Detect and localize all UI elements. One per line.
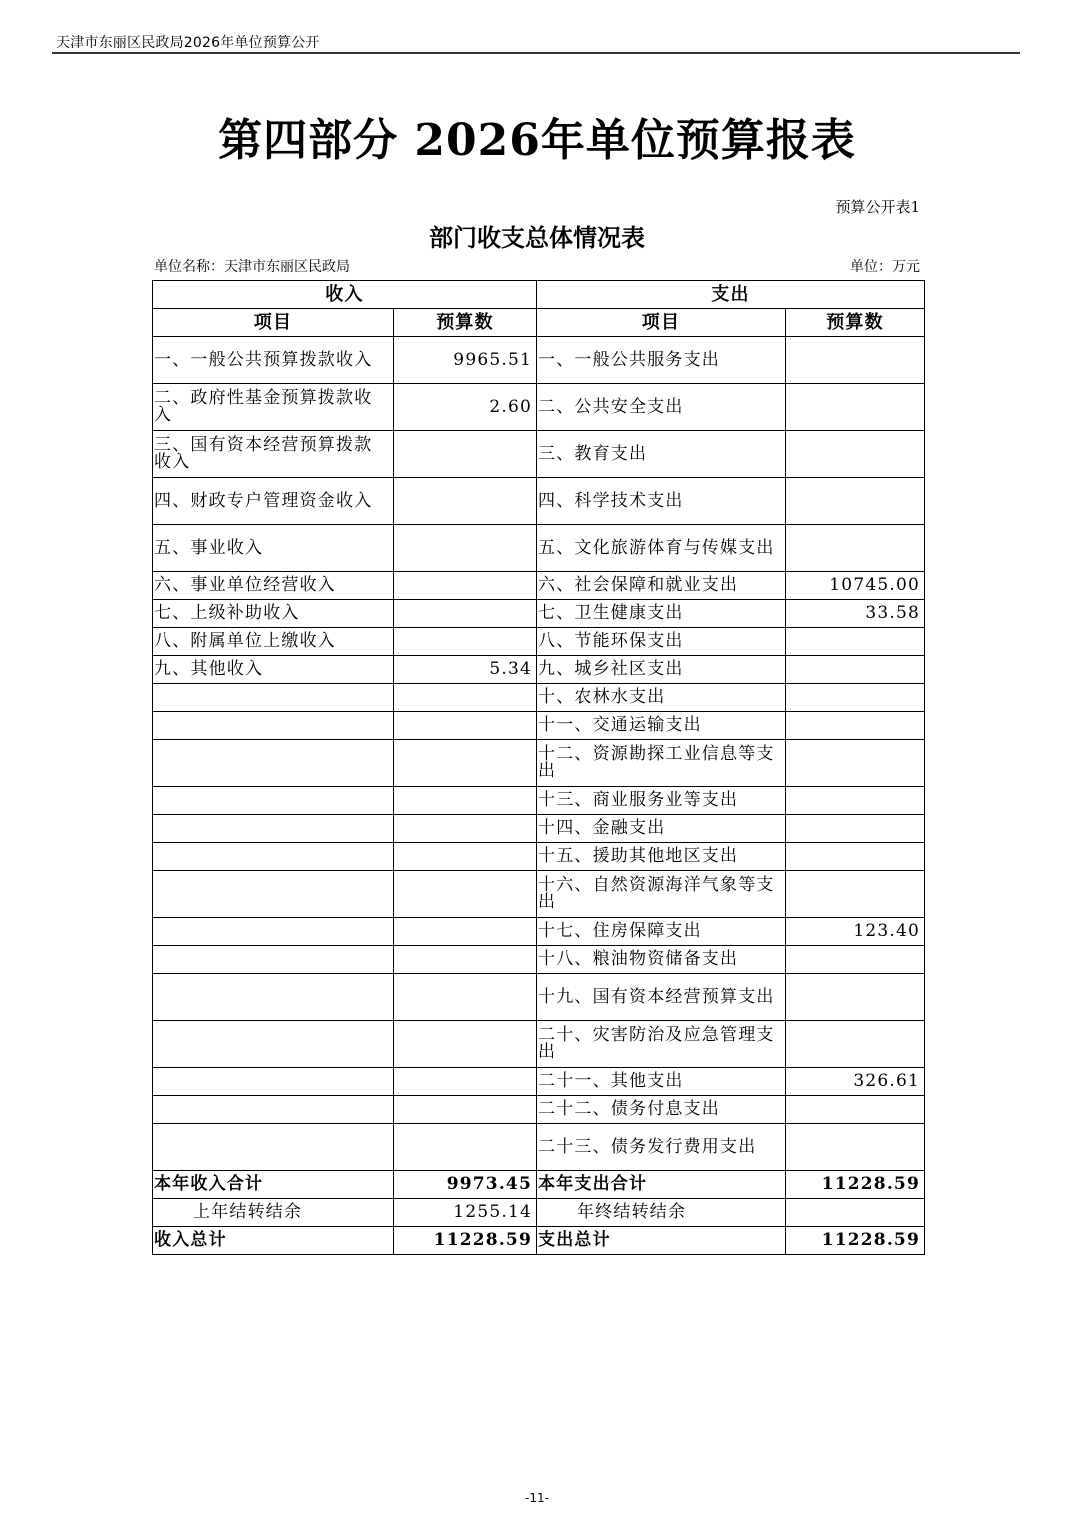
- expense-item-cell: 七、卫生健康支出: [537, 600, 786, 628]
- expense-item-cell: 十七、住房保障支出: [537, 918, 786, 946]
- income-item-cell: 三、国有资本经营预算拨款收入: [153, 431, 394, 478]
- expense-grand-total-value: 11228.59: [786, 1227, 925, 1255]
- expense-amount-cell: [786, 974, 925, 1021]
- yearend-value: [786, 1199, 925, 1227]
- expense-item-cell: 十八、粮油物资储备支出: [537, 946, 786, 974]
- yearend-label: 年终结转结余: [537, 1199, 786, 1227]
- expense-amount-cell: [786, 871, 925, 918]
- expense-amount-cell: [786, 384, 925, 431]
- income-grand-total-value: 11228.59: [394, 1227, 537, 1255]
- income-amount-cell: [394, 1068, 537, 1096]
- income-item-cell: [153, 712, 394, 740]
- income-year-total-label: 本年收入合计: [153, 1171, 394, 1199]
- income-amount-cell: 9965.51: [394, 337, 537, 384]
- income-item-cell: [153, 1021, 394, 1068]
- table-row: [153, 431, 925, 478]
- carryover-label: 上年结转结余: [153, 1199, 394, 1227]
- expense-amount-cell: 326.61: [786, 1068, 925, 1096]
- table-row: [153, 1021, 925, 1068]
- income-amount-cell: [394, 843, 537, 871]
- income-amount-cell: [394, 600, 537, 628]
- table-row: [153, 974, 925, 1021]
- income-amount-cell: [394, 478, 537, 525]
- income-amount-cell: [394, 815, 537, 843]
- expense-item-cell: 三、教育支出: [537, 431, 786, 478]
- currency-unit: 单位：万元: [850, 259, 920, 275]
- table-row: [153, 337, 925, 384]
- table-row: [153, 1068, 925, 1096]
- income-item-cell: [153, 843, 394, 871]
- income-amount-cell: [394, 1021, 537, 1068]
- table-row: [153, 600, 925, 628]
- table-row: [153, 628, 925, 656]
- table-row: [153, 843, 925, 871]
- table-row: [153, 684, 925, 712]
- table-row: [153, 815, 925, 843]
- income-amount-cell: 5.34: [394, 656, 537, 684]
- table-row: [153, 871, 925, 918]
- income-amount-cell: [394, 684, 537, 712]
- expense-amount-cell: [786, 684, 925, 712]
- income-item-header: 项目: [153, 309, 394, 337]
- expense-amount-cell: [786, 525, 925, 572]
- income-item-cell: 四、财政专户管理资金收入: [153, 478, 394, 525]
- income-item-cell: [153, 815, 394, 843]
- income-item-cell: [153, 918, 394, 946]
- table-body: [153, 337, 925, 1171]
- carryover-value: 1255.14: [394, 1199, 537, 1227]
- expense-item-cell: 十三、商业服务业等支出: [537, 787, 786, 815]
- unit-name: 单位名称：天津市东丽区民政局: [154, 259, 350, 275]
- income-amount-cell: [394, 946, 537, 974]
- expense-amount-cell: [786, 337, 925, 384]
- expense-grand-total-label: 支出总计: [537, 1227, 786, 1255]
- header-rule: [52, 52, 1020, 54]
- table-row: [153, 1096, 925, 1124]
- expense-amount-cell: [786, 656, 925, 684]
- expense-item-cell: 二十三、债务发行费用支出: [537, 1124, 786, 1171]
- expense-amount-cell: [786, 815, 925, 843]
- table-row: [153, 787, 925, 815]
- income-amount-cell: 2.60: [394, 384, 537, 431]
- income-item-cell: 八、附属单位上缴收入: [153, 628, 394, 656]
- table-row: [153, 478, 925, 525]
- expense-item-cell: 十四、金融支出: [537, 815, 786, 843]
- expense-item-cell: 十六、自然资源海洋气象等支出: [537, 871, 786, 918]
- income-amount-cell: [394, 787, 537, 815]
- expense-item-cell: 十一、交通运输支出: [537, 712, 786, 740]
- income-item-cell: [153, 946, 394, 974]
- income-item-cell: [153, 787, 394, 815]
- table-row: [153, 572, 925, 600]
- header-row-columns: [153, 309, 925, 337]
- table-row: [153, 918, 925, 946]
- carryover-row: [153, 1199, 925, 1227]
- income-amount-cell: [394, 525, 537, 572]
- expense-amount-cell: 33.58: [786, 600, 925, 628]
- expense-item-cell: 十二、资源勘探工业信息等支出: [537, 740, 786, 787]
- table-row: [153, 656, 925, 684]
- expense-amount-cell: [786, 712, 925, 740]
- expense-item-cell: 二十二、债务付息支出: [537, 1096, 786, 1124]
- expense-item-cell: 二十一、其他支出: [537, 1068, 786, 1096]
- expense-item-cell: 二、公共安全支出: [537, 384, 786, 431]
- income-item-cell: [153, 1096, 394, 1124]
- expense-amount-cell: 123.40: [786, 918, 925, 946]
- income-item-cell: [153, 974, 394, 1021]
- income-group-header: 收入: [153, 281, 537, 309]
- expense-item-cell: 十、农林水支出: [537, 684, 786, 712]
- income-item-cell: 七、上级补助收入: [153, 600, 394, 628]
- expense-item-cell: 六、社会保障和就业支出: [537, 572, 786, 600]
- table-row: [153, 384, 925, 431]
- table-row: [153, 1124, 925, 1171]
- page-number: -11-: [525, 1491, 549, 1505]
- income-amount-header: 预算数: [394, 309, 537, 337]
- header-row-groups: [153, 281, 925, 309]
- expense-group-header: 支出: [537, 281, 925, 309]
- table-row: [153, 946, 925, 974]
- expense-amount-cell: [786, 740, 925, 787]
- income-item-cell: 六、事业单位经营收入: [153, 572, 394, 600]
- income-item-cell: 二、政府性基金预算拨款收入: [153, 384, 394, 431]
- expense-year-total-label: 本年支出合计: [537, 1171, 786, 1199]
- income-year-total-value: 9973.45: [394, 1171, 537, 1199]
- expense-item-cell: 九、城乡社区支出: [537, 656, 786, 684]
- income-amount-cell: [394, 572, 537, 600]
- expense-item-cell: 五、文化旅游体育与传媒支出: [537, 525, 786, 572]
- expense-item-header: 项目: [537, 309, 786, 337]
- part-title: 第四部分 2026年单位预算报表: [218, 115, 856, 166]
- income-item-cell: [153, 871, 394, 918]
- income-item-cell: [153, 1068, 394, 1096]
- table-number: 预算公开表1: [835, 198, 920, 216]
- income-amount-cell: [394, 974, 537, 1021]
- income-grand-total-label: 收入总计: [153, 1227, 394, 1255]
- table-row: [153, 740, 925, 787]
- income-item-cell: 一、一般公共预算拨款收入: [153, 337, 394, 384]
- expense-amount-cell: 10745.00: [786, 572, 925, 600]
- income-item-cell: [153, 684, 394, 712]
- income-amount-cell: [394, 1096, 537, 1124]
- expense-amount-cell: [786, 1021, 925, 1068]
- income-amount-cell: [394, 740, 537, 787]
- income-item-cell: [153, 1124, 394, 1171]
- budget-table: [152, 280, 925, 1255]
- income-item-cell: 九、其他收入: [153, 656, 394, 684]
- income-amount-cell: [394, 1124, 537, 1171]
- expense-amount-cell: [786, 1124, 925, 1171]
- expense-item-cell: 一、一般公共服务支出: [537, 337, 786, 384]
- year-total-row: [153, 1171, 925, 1199]
- income-amount-cell: [394, 431, 537, 478]
- income-amount-cell: [394, 918, 537, 946]
- table-title: 部门收支总体情况表: [429, 224, 645, 252]
- expense-amount-cell: [786, 946, 925, 974]
- income-amount-cell: [394, 712, 537, 740]
- income-item-cell: 五、事业收入: [153, 525, 394, 572]
- expense-amount-cell: [786, 787, 925, 815]
- expense-item-cell: 八、节能环保支出: [537, 628, 786, 656]
- expense-amount-header: 预算数: [786, 309, 925, 337]
- expense-item-cell: 十九、国有资本经营预算支出: [537, 974, 786, 1021]
- table-row: [153, 525, 925, 572]
- income-item-cell: [153, 740, 394, 787]
- income-amount-cell: [394, 628, 537, 656]
- expense-amount-cell: [786, 628, 925, 656]
- expense-amount-cell: [786, 1096, 925, 1124]
- expense-amount-cell: [786, 431, 925, 478]
- expense-item-cell: 四、科学技术支出: [537, 478, 786, 525]
- income-amount-cell: [394, 871, 537, 918]
- grand-total-row: [153, 1227, 925, 1255]
- running-header: 天津市东丽区民政局2026年单位预算公开: [56, 35, 320, 51]
- expense-item-cell: 二十、灾害防治及应急管理支出: [537, 1021, 786, 1068]
- table-row: [153, 712, 925, 740]
- expense-amount-cell: [786, 478, 925, 525]
- expense-year-total-value: 11228.59: [786, 1171, 925, 1199]
- expense-item-cell: 十五、援助其他地区支出: [537, 843, 786, 871]
- expense-amount-cell: [786, 843, 925, 871]
